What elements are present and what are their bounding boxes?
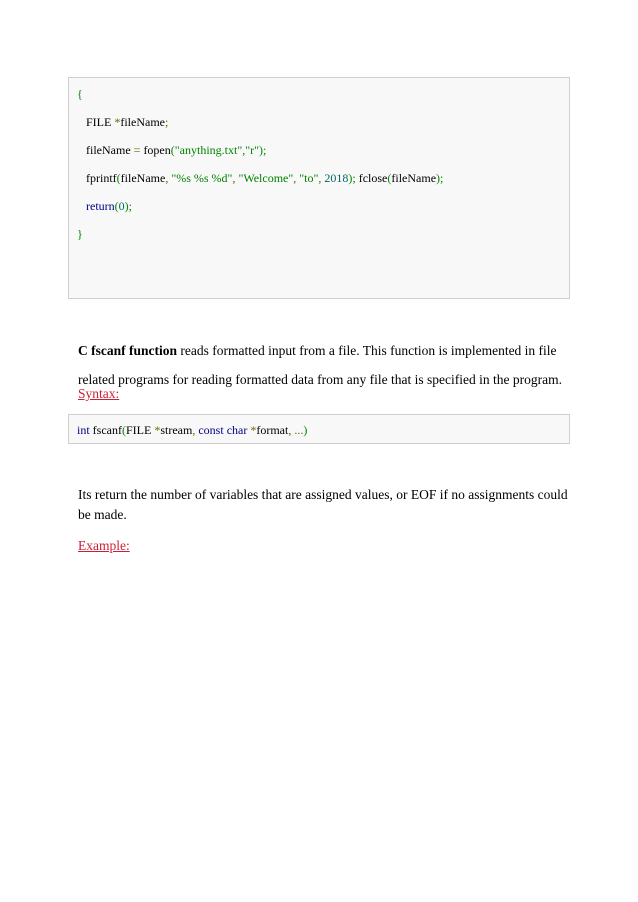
code-token: 2018	[324, 171, 349, 185]
code-token: ,	[293, 171, 300, 185]
code-token: FILE	[126, 423, 155, 437]
code-line-fprintf	[86, 171, 443, 185]
code-token: fileName	[120, 115, 165, 129]
code-token: return	[86, 199, 115, 213]
code-line-close-brace	[77, 227, 83, 241]
code-line-open-brace	[77, 87, 83, 101]
code-line-file-decl	[86, 115, 168, 129]
code-token: ,	[192, 423, 199, 437]
code-token: ...	[294, 423, 304, 437]
fscanf-description-line-1	[78, 343, 557, 359]
code-token: fscanf	[89, 423, 122, 437]
code-token: "to"	[299, 171, 319, 185]
code-line-fscanf-signature	[77, 423, 307, 437]
code-token: "anything.txt"	[174, 143, 243, 157]
code-token: "%s %s %d"	[171, 171, 233, 185]
code-block-fprintf-example	[68, 77, 570, 299]
code-token: fileName	[391, 171, 437, 185]
code-token: );	[124, 199, 132, 213]
code-token: (	[114, 199, 119, 213]
code-token: ,	[165, 171, 172, 185]
code-token: ,	[232, 171, 239, 185]
code-token: {	[77, 87, 83, 101]
code-token: (	[116, 171, 121, 185]
code-token: format	[256, 423, 289, 437]
code-token: ,	[288, 423, 295, 437]
code-token: *	[154, 423, 161, 437]
code-token: int	[77, 423, 90, 437]
code-token: );	[348, 171, 356, 185]
example-heading: Example:	[78, 538, 130, 553]
code-token: }	[77, 227, 83, 241]
code-token: );	[436, 171, 444, 185]
code-token: *	[250, 423, 257, 437]
code-token: 0	[118, 199, 125, 213]
code-token: stream	[160, 423, 193, 437]
code-token: (	[122, 423, 126, 437]
code-token: fclose	[355, 171, 388, 185]
code-token: ,	[318, 171, 325, 185]
fscanf-description-text: reads formatted input from a file. This function is implemented in file	[177, 343, 557, 358]
code-token: fopen	[140, 143, 171, 157]
code-token: "r"	[245, 143, 260, 157]
code-token: )	[303, 423, 308, 437]
code-token: ,	[242, 143, 246, 157]
code-token: );	[259, 143, 267, 157]
code-token: fileName	[120, 171, 166, 185]
code-token: "Welcome"	[238, 171, 294, 185]
code-token: *	[114, 115, 121, 129]
return-description-line-2: be made.	[78, 507, 127, 522]
syntax-heading: Syntax:	[78, 386, 120, 401]
code-token: (	[170, 143, 175, 157]
code-token: FILE	[86, 115, 115, 129]
code-token: =	[133, 143, 141, 157]
code-token: fprintf	[86, 171, 117, 185]
code-line-return	[86, 199, 132, 213]
fscanf-term: C fscanf function	[78, 343, 178, 358]
fscanf-description-line-2: related programs for reading formatted data from any file that is specified in the program.	[78, 372, 562, 387]
code-token: fileName	[86, 143, 134, 157]
code-token: const	[198, 423, 224, 437]
code-token: ;	[165, 115, 169, 129]
code-token: char	[226, 423, 248, 437]
code-block-fscanf-syntax	[68, 414, 570, 444]
code-token: (	[387, 171, 392, 185]
return-description-line-1: Its return the number of variables that are assigned values, or EOF if no assignments could	[78, 487, 568, 502]
code-line-fopen	[86, 143, 266, 157]
